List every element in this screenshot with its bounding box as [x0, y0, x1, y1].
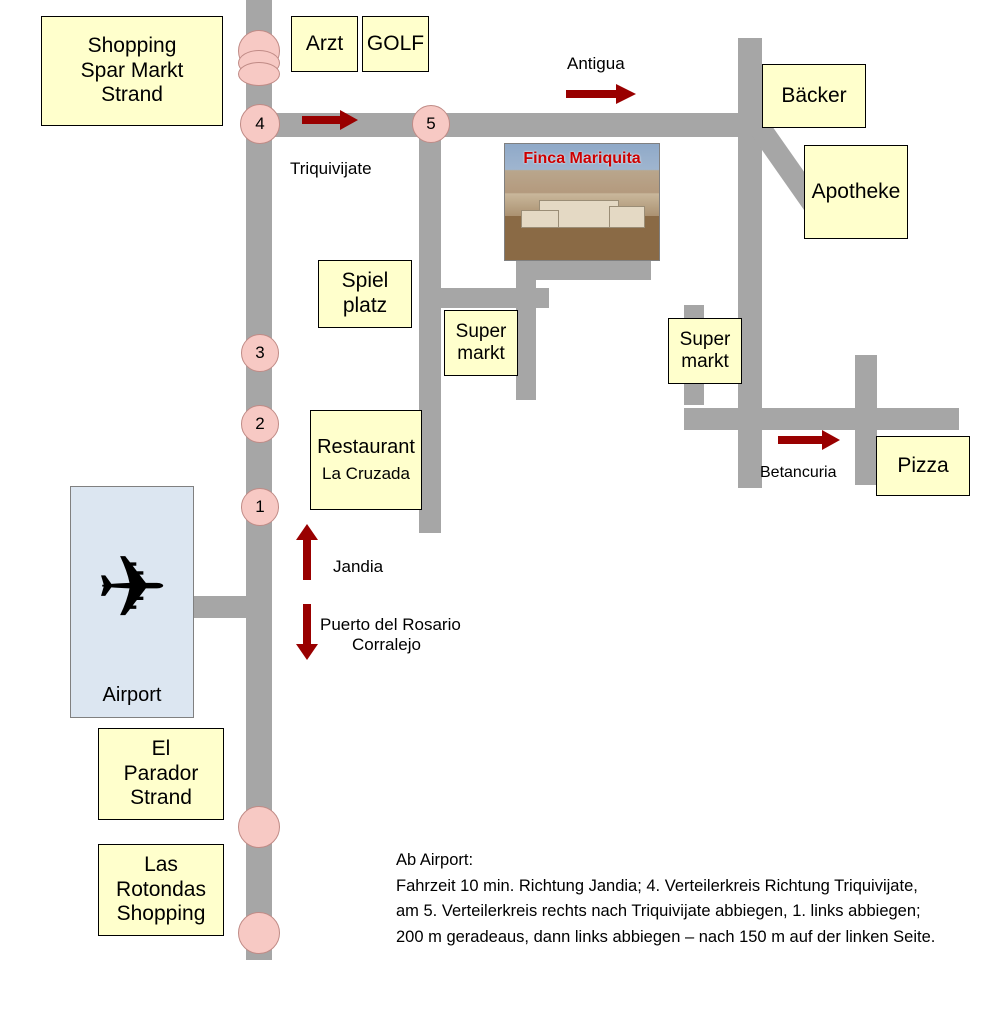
roundabout-lower[interactable]	[238, 806, 280, 848]
place-line: markt	[681, 351, 729, 372]
roundabout-5[interactable]	[412, 105, 450, 143]
roundabout-label: 4	[255, 114, 265, 133]
roundabout-2[interactable]	[241, 405, 279, 443]
place-spielplatz[interactable]	[318, 260, 412, 328]
legend-line: 200 m geradeaus, dann links abbiegen – nach 150 m auf der linken Seite.	[396, 927, 936, 946]
roundabout-label: 5	[426, 114, 436, 133]
place-line: Las	[144, 852, 178, 876]
road-airport-access	[190, 596, 260, 618]
road-label-antigua: Antigua	[567, 54, 625, 73]
place-line: Rotondas	[116, 877, 206, 901]
place-pizza[interactable]	[876, 436, 970, 496]
roundabout-label: 1	[255, 497, 265, 516]
road-vertical-pizza	[855, 355, 877, 485]
directions-legend	[396, 848, 935, 950]
road-label-betancuria: Betancuria	[760, 464, 837, 481]
place-line: Shopping	[87, 33, 177, 57]
legend-line: Ab Airport:	[396, 851, 474, 869]
place-line: markt	[457, 343, 505, 364]
place-line: platz	[342, 294, 388, 317]
road-label-triquivijate: Triquivijate	[290, 159, 372, 178]
place-line: Arzt	[305, 31, 344, 55]
photo-building	[609, 206, 645, 228]
airplane-icon: ✈	[95, 540, 169, 637]
place-line: Super	[679, 328, 731, 350]
place-line: Apotheke	[811, 179, 901, 203]
place-line: Shopping	[116, 902, 206, 926]
legend-line: am 5. Verteilerkreis rechts nach Triquivijate abbiegen, 1. links abbiegen;	[396, 902, 921, 921]
place-apotheke[interactable]	[804, 145, 908, 239]
road-antigua-horizontal	[430, 113, 760, 137]
road-vertical-branch-a	[419, 113, 441, 533]
roundabout-4[interactable]	[240, 104, 280, 144]
roundabout-bottom[interactable]	[238, 912, 280, 954]
place-arzt[interactable]	[291, 16, 358, 72]
road-label-corralejo: Corralejo	[352, 635, 421, 654]
place-line: Bäcker	[781, 83, 847, 107]
place-el-parador[interactable]	[98, 728, 224, 820]
place-supermarkt-left[interactable]	[444, 310, 518, 376]
photo-building	[521, 210, 559, 228]
legend-line: Fahrzeit 10 min. Richtung Jandia; 4. Verteilerkreis Richtung Triquivijate,	[396, 876, 918, 895]
road-label-puerto: Puerto del Rosario	[320, 615, 461, 634]
place-line: Strand	[101, 83, 163, 107]
airport-area[interactable]	[70, 486, 194, 718]
place-line: Super	[455, 320, 507, 342]
road-finca-spur	[516, 260, 651, 280]
roundabout-label: 2	[255, 414, 265, 433]
road-betancuria-horizontal	[684, 408, 959, 430]
arrow-puerto-icon	[294, 604, 320, 660]
airport-label: Airport	[102, 684, 162, 706]
place-line: Spiel	[341, 269, 389, 293]
place-line: Restaurant	[317, 436, 415, 459]
place-shopping-spar[interactable]	[41, 16, 223, 126]
photo-caption: Finca Mariquita	[523, 150, 641, 167]
place-line: Pizza	[897, 453, 949, 477]
arrow-jandia-icon	[294, 524, 320, 580]
place-las-rotondas[interactable]	[98, 844, 224, 936]
place-line: GOLF	[366, 31, 425, 55]
place-line: Parador	[123, 761, 199, 785]
roundabout-top-ring2	[238, 62, 280, 86]
place-baecker[interactable]	[762, 64, 866, 128]
finca-photo[interactable]	[504, 143, 660, 261]
arrow-betancuria-icon	[778, 428, 842, 452]
place-line: Spar Markt	[80, 58, 184, 82]
road-label-jandia: Jandia	[333, 557, 384, 576]
roundabout-label: 3	[255, 343, 265, 362]
arrow-triquivijate-icon	[302, 108, 360, 132]
place-line: La Cruzada	[322, 463, 410, 483]
roundabout-3[interactable]	[241, 334, 279, 372]
place-restaurant[interactable]	[310, 410, 422, 510]
roundabout-1[interactable]	[241, 488, 279, 526]
place-line: Strand	[130, 786, 192, 810]
road-vertical-supermarkt-left	[516, 260, 536, 400]
place-line: El	[151, 736, 171, 760]
place-golf[interactable]	[362, 16, 429, 72]
arrow-antigua-icon	[566, 82, 638, 106]
place-supermarkt-right[interactable]	[668, 318, 742, 384]
